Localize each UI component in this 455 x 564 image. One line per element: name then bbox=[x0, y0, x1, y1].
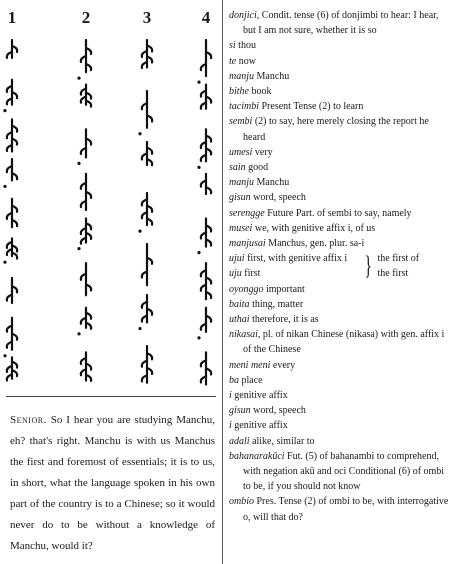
glossary-entry: te now bbox=[229, 55, 256, 67]
brace-icon: } bbox=[364, 251, 372, 281]
manchu-word-glyph bbox=[7, 119, 17, 151]
manchu-word-glyph bbox=[142, 142, 152, 165]
punctuation-dot bbox=[197, 166, 200, 169]
manchu-script-area bbox=[0, 8, 220, 403]
speaker-label: Senior. bbox=[10, 414, 47, 426]
glossary-entry: ombio Pres. Tense (2) of ombi to be, with interrogative o, will that do? bbox=[229, 496, 449, 523]
manchu-word-glyph bbox=[81, 263, 91, 295]
manchu-word-glyph bbox=[201, 352, 211, 384]
punctuation-dot bbox=[197, 81, 200, 84]
glossary-entry: umesi very bbox=[229, 146, 273, 158]
manchu-word-glyph bbox=[201, 129, 211, 161]
manchu-word-glyph bbox=[142, 193, 152, 225]
manchu-word-glyph bbox=[81, 40, 91, 72]
glossary-entry: bithe book bbox=[229, 86, 272, 98]
glossary-entry: adali alike, similar to bbox=[229, 435, 315, 447]
manchu-word-glyph bbox=[81, 308, 91, 329]
glossary-entry: oyonggo important bbox=[229, 283, 305, 295]
glossary-entry: uju first bbox=[229, 268, 261, 280]
punctuation-dot bbox=[77, 77, 80, 80]
punctuation-dot bbox=[3, 261, 6, 264]
manchu-word-glyph bbox=[81, 352, 91, 380]
manchu-word-glyph bbox=[201, 308, 211, 332]
glossary-entry: serengge Future Part. of sembi to say, namely bbox=[229, 207, 412, 219]
manchu-word-glyph bbox=[7, 278, 17, 303]
punctuation-dot bbox=[77, 162, 80, 165]
punctuation-dot bbox=[3, 185, 6, 188]
brace-note: the first of bbox=[377, 253, 420, 265]
glossary-entry: meni meni every bbox=[229, 359, 296, 371]
manchu-word-glyph bbox=[81, 174, 91, 210]
glossary-entry: ba place bbox=[229, 374, 263, 386]
column-number-1: 1 bbox=[7, 8, 17, 27]
manchu-word-glyph bbox=[81, 129, 91, 157]
punctuation-dot bbox=[3, 354, 6, 357]
divider-line bbox=[6, 396, 216, 397]
punctuation-dot bbox=[138, 327, 141, 330]
glossary-entry: sain good bbox=[229, 162, 269, 174]
manchu-word-glyph bbox=[142, 346, 152, 383]
glossary-entry: manjusai Manchus, gen. plur. sa-i bbox=[229, 238, 365, 250]
manchu-word-glyph bbox=[142, 244, 152, 285]
column-number-3: 3 bbox=[142, 8, 152, 27]
glossary-part-1 bbox=[229, 8, 451, 251]
manchu-word-glyph bbox=[7, 40, 17, 58]
manchu-word-glyph bbox=[7, 318, 17, 350]
manchu-word-glyph bbox=[201, 85, 211, 109]
glossary-entry: uthai therefore, it is as bbox=[229, 314, 319, 326]
glossary-entry: bahanarakūci Fut. (5) of bahanambi to comprehend, with negation akū and oci Conditional (6) of ombi to be, if you should not know bbox=[229, 450, 445, 493]
glossary-part-2 bbox=[229, 282, 451, 525]
glossary-entry: i genitive affix bbox=[229, 420, 288, 432]
english-translation bbox=[10, 410, 215, 557]
punctuation-dot bbox=[77, 332, 80, 335]
column-divider bbox=[222, 0, 223, 564]
manchu-word-glyph bbox=[7, 199, 17, 228]
glossary-entry: nikasai, pl. of nikan Chinese (nikasa) with gen. affix i of the Chinese bbox=[229, 329, 445, 356]
column-number-2: 2 bbox=[81, 8, 91, 27]
manchu-word-glyph bbox=[201, 40, 211, 76]
translation-text: So I hear you are studying Manchu, eh? that's right. Manchu is with us Manchus the first and foremost of essentials; it is to us, in short, what the language spoken in his own part of the country is to a Chinese; so it would never do to be without a knowledge of Manchu, would it? bbox=[10, 414, 216, 552]
manchu-word-glyph bbox=[201, 174, 211, 194]
manchu-script-columns bbox=[0, 8, 220, 403]
punctuation-dot bbox=[77, 247, 80, 250]
manchu-word-glyph bbox=[201, 219, 211, 247]
manchu-word-glyph bbox=[7, 159, 17, 180]
manchu-word-glyph bbox=[7, 80, 17, 105]
brace-note: the first bbox=[377, 268, 409, 280]
manchu-word-glyph bbox=[81, 85, 91, 107]
punctuation-dot bbox=[197, 251, 200, 254]
punctuation-dot bbox=[138, 230, 141, 233]
glossary-entry: sembi (2) to say, here merely closing the report he heard bbox=[229, 116, 429, 143]
glossary-entry: baita thing, matter bbox=[229, 298, 304, 310]
punctuation-dot bbox=[138, 132, 141, 135]
punctuation-dot bbox=[197, 336, 200, 339]
glossary-entry: musei we, with genitive affix i, of us bbox=[229, 222, 376, 234]
manchu-word-glyph bbox=[81, 219, 91, 244]
manchu-word-glyph bbox=[142, 295, 152, 323]
column-number-4: 4 bbox=[201, 8, 211, 27]
glossary-entry: gisun word, speech bbox=[229, 192, 306, 204]
manchu-word-glyph bbox=[7, 357, 17, 380]
glossary-entry: tacimbi Present Tense (2) to learn bbox=[229, 101, 364, 113]
glossary-entry: si thou bbox=[229, 40, 256, 52]
glossary-entry: ujui first, with genitive affix i bbox=[229, 253, 348, 265]
glossary-entry: i genitive affix bbox=[229, 390, 288, 402]
glossary-entry: manju Manchu bbox=[229, 177, 290, 189]
glossary-entry: gisun word, speech bbox=[229, 405, 306, 417]
punctuation-dot bbox=[3, 109, 6, 112]
glossary-entry: manju Manchu bbox=[229, 70, 290, 82]
manchu-word-glyph bbox=[142, 40, 152, 68]
glossary bbox=[229, 8, 451, 525]
manchu-word-glyph bbox=[142, 91, 152, 128]
glossary-entry: donjici, Condit. tense (6) of donjimbi to hear: I hear, but I am not sure, whether it is so bbox=[229, 10, 439, 37]
manchu-word-glyph bbox=[201, 263, 211, 299]
manchu-word-glyph bbox=[7, 238, 17, 258]
brace-group bbox=[229, 251, 451, 281]
